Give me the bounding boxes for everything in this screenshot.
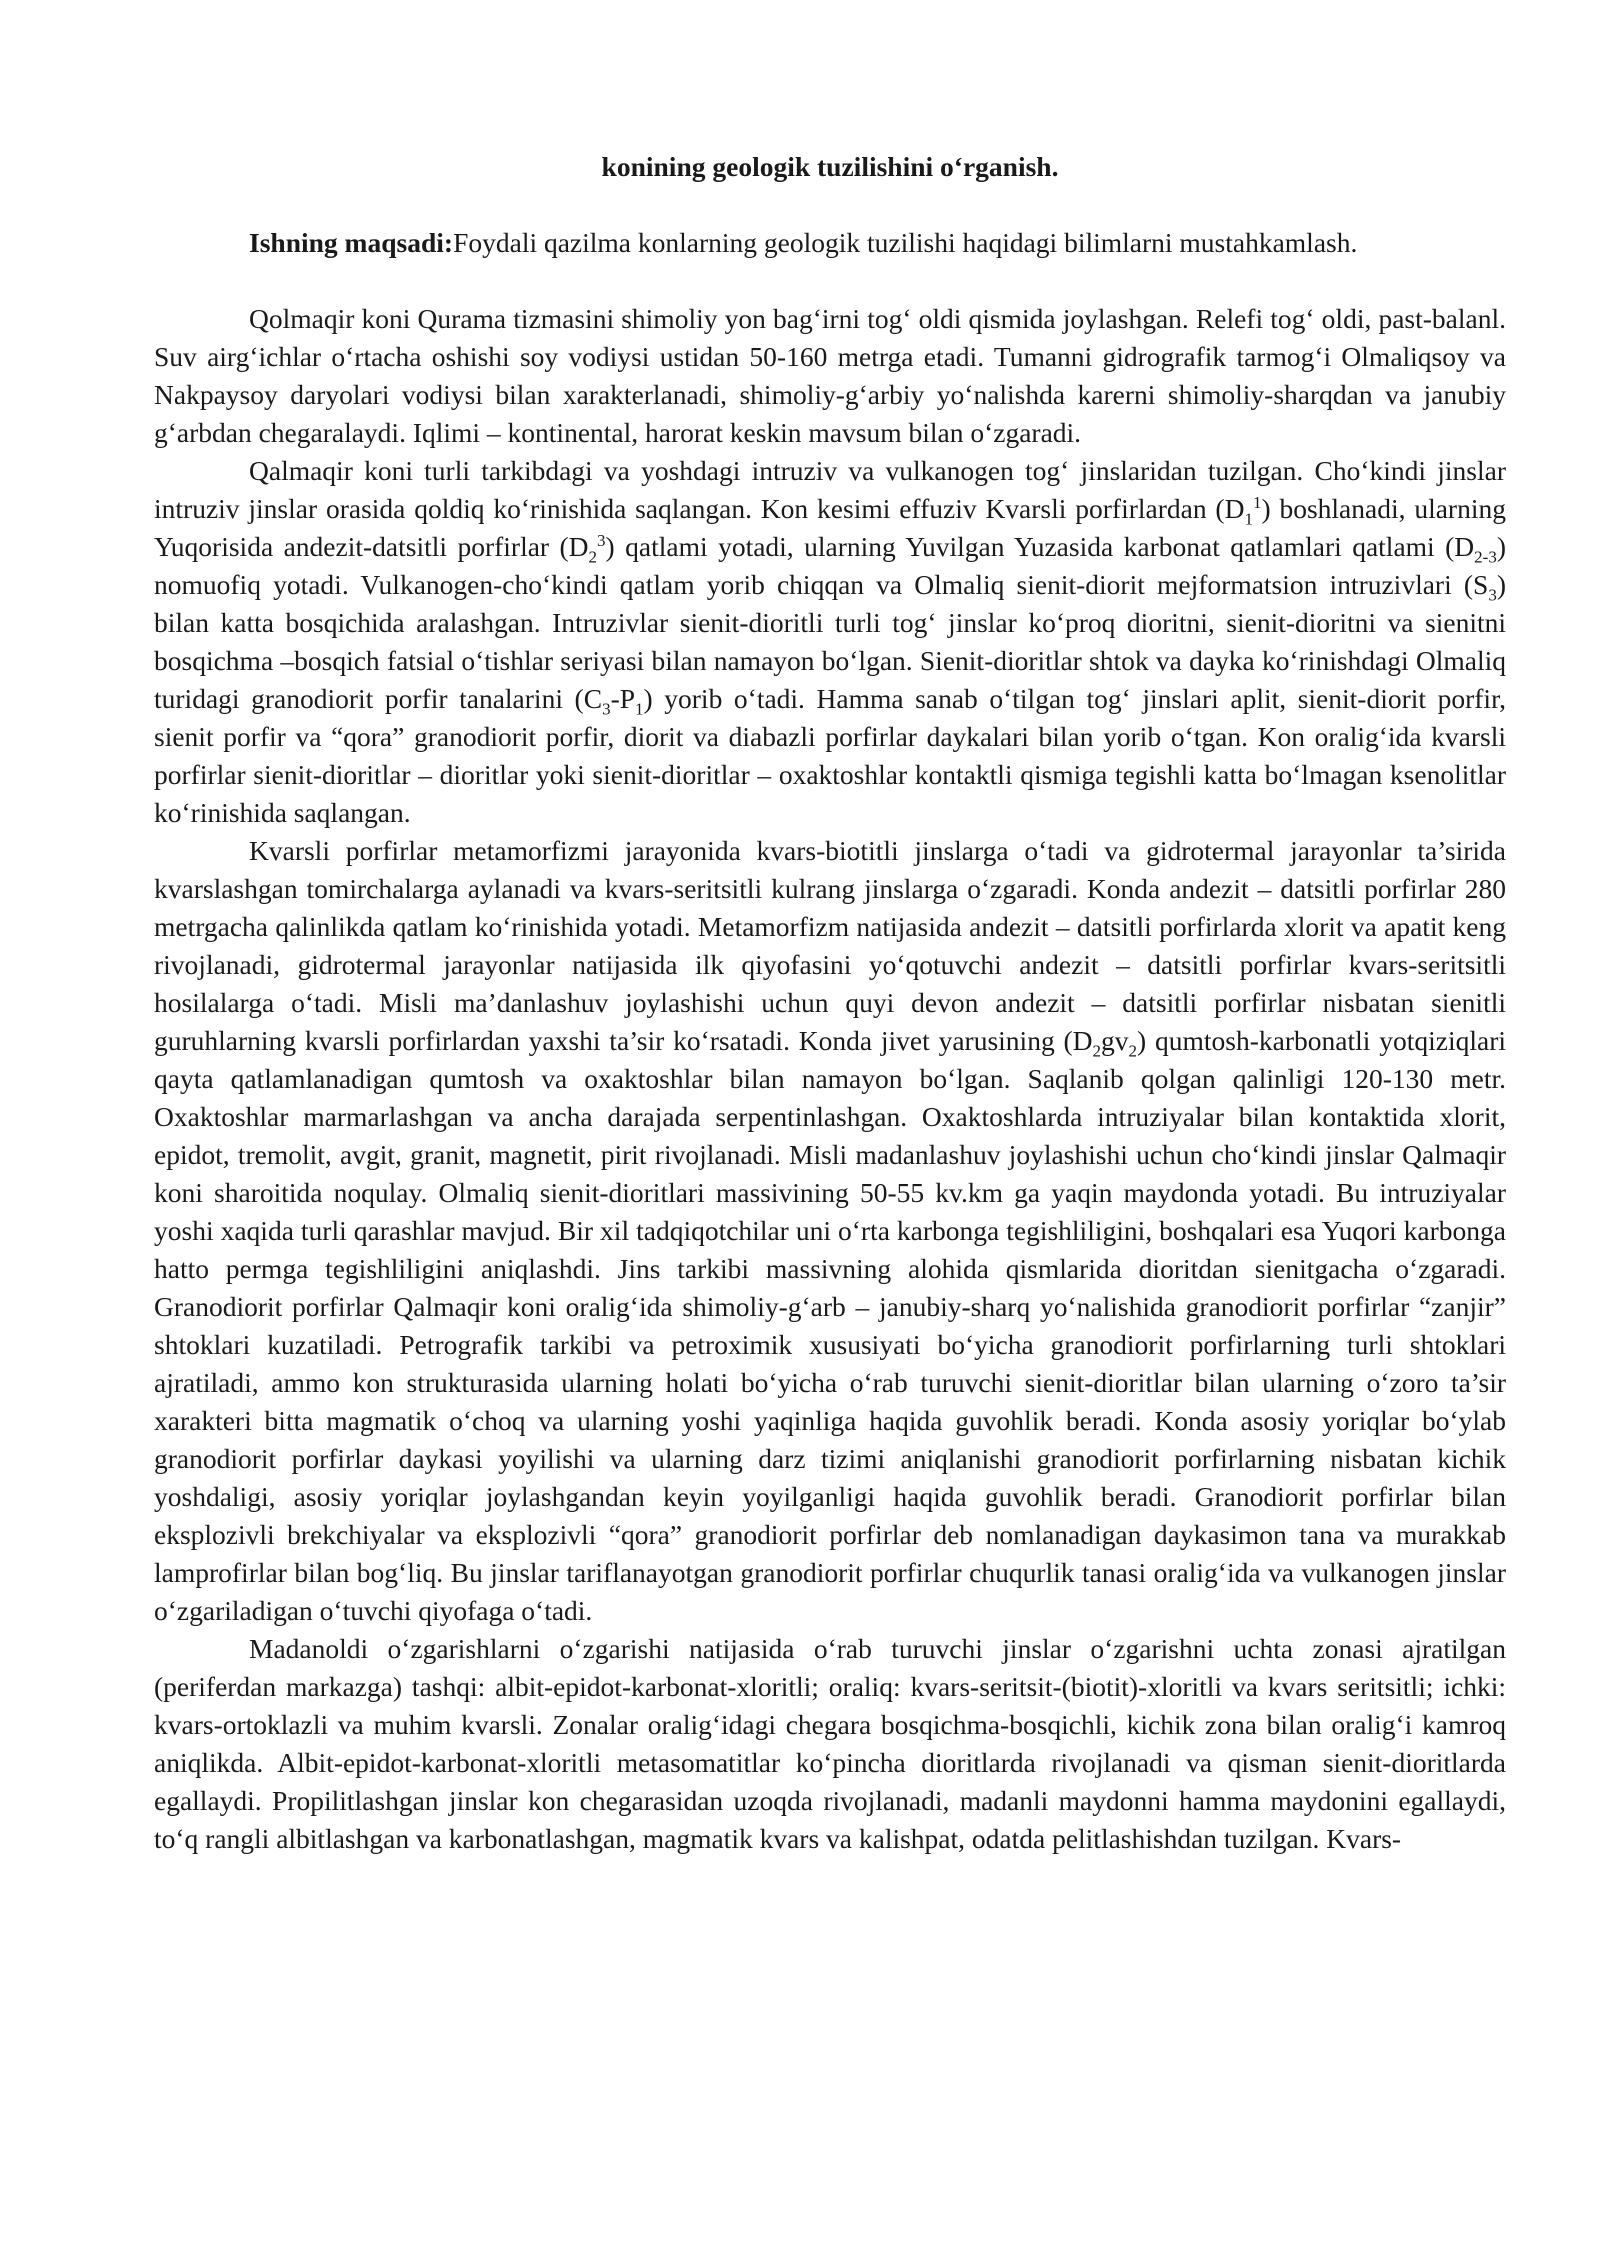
paragraph-relief: Qolmaqir koni Qurama tizmasini shimoliy yon bag‘irni tog‘ oldi qismida joylashgan. Relefi tog‘ oldi, past-balanl. Suv airg‘ichlar o‘rtacha oshishi soy vodiysi ustidan 50-160 metrga etadi. Tumanni gidrografik tarmog‘i Olmaliqsoy va Nakpaysoy daryolari vodiysi bilan xarakterlanadi, shimoliy-g‘arbiy yo‘nalishda karerni shimoliy-sharqdan va janubiy g‘arbdan chegaralaydi. Iqlimi – kontinental, harorat keskin mavsum bilan o‘zgaradi. [154,303,1506,448]
paragraph-geology: Qalmaqir koni turli tarkibdagi va yoshdagi intruziv va vulkanogen tog‘ jinslaridan tuzilgan. Cho‘kindi jinslar intruziv jinslar orasida qoldiq ko‘rinishida saqlangan. Kon kesimi effuziv Kvarsli porfirlardan $(D_1^1)$ boshlanadi, ularning Yuqorisida andezit-datsitli porfirlar $(D_2^3)$ qatlami yotadi, ularning Yuvilgan Yuzasida karbonat qatlamlari qatlami $(D_{2-3})$ nomuofiq yotadi. Vulkanogen-cho‘kindi qatlam yorib chiqqan va Olmaliq sienit-diorit mejformatsion intruzivlari $(S_3)$ bilan katta bosqichida aralashgan. Intruzivlar sienit-dioritli turli tog‘ jinslar ko‘proq dioritni, sienit-dioritni va sienitni bosqichma –bosqich fatsial o‘tishlar seriyasi bilan namayon bo‘lgan. Sienit-dioritlar shtok va dayka ko‘rinishdagi Olmaliq turidagi granodiorit porfir tanalarini $(C_3-P_1)$ yorib o‘tadi. Hamma sanab o‘tilgan tog‘ jinslari aplit, sienit-diorit porfir, sienit porfir va “qora” granodiorit porfir, diorit va diabazli porfirlar daykalari bilan yorib o‘tgan. Kon oralig‘ida kvarsli porfirlar sienit-dioritlar – dioritlar yoki sienit-dioritlar – oxaktoshlar kontaktli qismiga tegishli katta bo‘lmagan ksenolitlar ko‘rinishida saqlangan. [154,455,1506,828]
goal-text: Foydali qazilma konlarning geologik tuzilishi haqidagi bilimlarni mustahkamlash. [453,227,1358,258]
goal-label: Ishning maqsadi: [249,227,454,258]
goal-paragraph [154,224,1506,262]
paragraph-porphyry: Kvarsli porfirlar metamorfizmi jarayonida kvars-biotitli jinslarga o‘tadi va gidrotermal jarayonlar ta’sirida kvarslashgan tomirchalarga aylanadi va kvars-seritsitli kulrang jinslarga o‘zgaradi. Konda andezit – datsitli porfirlar 280 metrgacha qalinlikda qatlam ko‘rinishida yotadi. Metamorfizm natijasida andezit – datsitli porfirlarda xlorit va apatit keng rivojlanadi, gidrotermal jarayonlar natijasida ilk qiyofasini yo‘qotuvchi andezit – datsitli porfirlar kvars-seritsitli hosilalarga o‘tadi. Misli ma’danlashuv joylashishi uchun quyi devon andezit – datsitli porfirlar nisbatan sienitli guruhlarning kvarsli porfirlardan yaxshi ta’sir ko‘rsatadi. Konda jivet yarusining $(D_2gv_2)$ qumtosh-karbonatli yotqiziqlari qayta qatlamlanadigan qumtosh va oxaktoshlar bilan namayon bo‘lgan. Saqlanib qolgan qalinligi 120-130 metr. Oxaktoshlar marmarlashgan va ancha darajada serpentinlashgan. Oxaktoshlarda intruziyalar bilan kontaktida xlorit, epidot, tremolit, avgit, granit, magnetit, pirit rivojlanadi. Misli madanlashuv joylashishi uchun cho‘kindi jinslar Qalmaqir koni sharoitida noqulay. Olmaliq sienit-dioritlari massivining 50-55 kv.km ga yaqin maydonda yotadi. Bu intruziyalar yoshi xaqida turli qarashlar mavjud. Bir xil tadqiqotchilar uni o‘rta karbonga tegishliligini, boshqalari esa Yuqori karbonga hatto permga tegishliligini aniqlashdi. Jins tarkibi massivning alohida qismlarida dioritdan sienitgacha o‘zgaradi. Granodiorit porfirlar Qalmaqir koni oralig‘ida shimoliy-g‘arb – janubiy-sharq yo‘nalishida granodiorit porfirlar “zanjir” shtoklari kuzatiladi. Petrografik tarkibi va petroximik xususiyati bo‘yicha granodiorit porfirlarning turli shtoklari ajratiladi, ammo kon strukturasida ularning holati bo‘yicha o‘rab turuvchi sienit-dioritlar bilan ularning o‘zoro ta’sir xarakteri bitta magmatik o‘choq va ularning yoshi yaqinliga haqida guvohlik beradi. Konda asosiy yoriqlar bo‘ylab granodiorit porfirlar daykasi yoyilishi va ularning darz tizimi aniqlanishi granodiorit porfirlarning nisbatan kichik yoshdaligi, asosiy yoriqlar joylashgandan keyin yoyilganligi haqida guvohlik beradi. Granodiorit porfirlar bilan eksplozivli brekchiyalar va eksplozivli “qora” granodiorit porfirlar deb nomlanadigan daykasimon tana va murakkab lamprofirlar bilan bog‘liq. Bu jinslar tariflanayotgan granodiorit porfirlar chuqurlik tanasi oralig‘ida va vulkanogen jinslar o‘zgariladigan o‘tuvchi qiyofaga o‘tadi. [154,835,1506,1626]
page-title: konining geologik tuzilishini o‘rganish. [601,151,1059,182]
paragraph-alteration-zones: Madanoldi o‘zgarishlarni o‘zgarishi natijasida o‘rab turuvchi jinslar o‘zgarishni uchta zonasi ajratilgan (periferdan markazga) tashqi: albit-epidot-karbonat-xloritli; oraliq: kvars-seritsit-(biotit)-xloritli va kvars seritsitli; ichki: kvars-ortoklazli va muhim kvarsli. Zonalar oralig‘idagi chegara bosqichma-bosqichli, kichik zona bilan oralig‘i kamroq aniqlikda. Albit-epidot-karbonat-xloritli metasomatitlar ko‘pincha dioritlarda rivojlanadi va qisman sienit-dioritlarda egallaydi. Propilitlashgan jinslar kon chegarasidan uzoqda rivojlanadi, madanli maydonni hamma maydonini egallaydi, to‘q rangli albitlashgan va karbonatlashgan, magmatik kvars va kalishpat, odatda pelitlashishdan tuzilgan. Kvars- [154,1633,1506,1854]
